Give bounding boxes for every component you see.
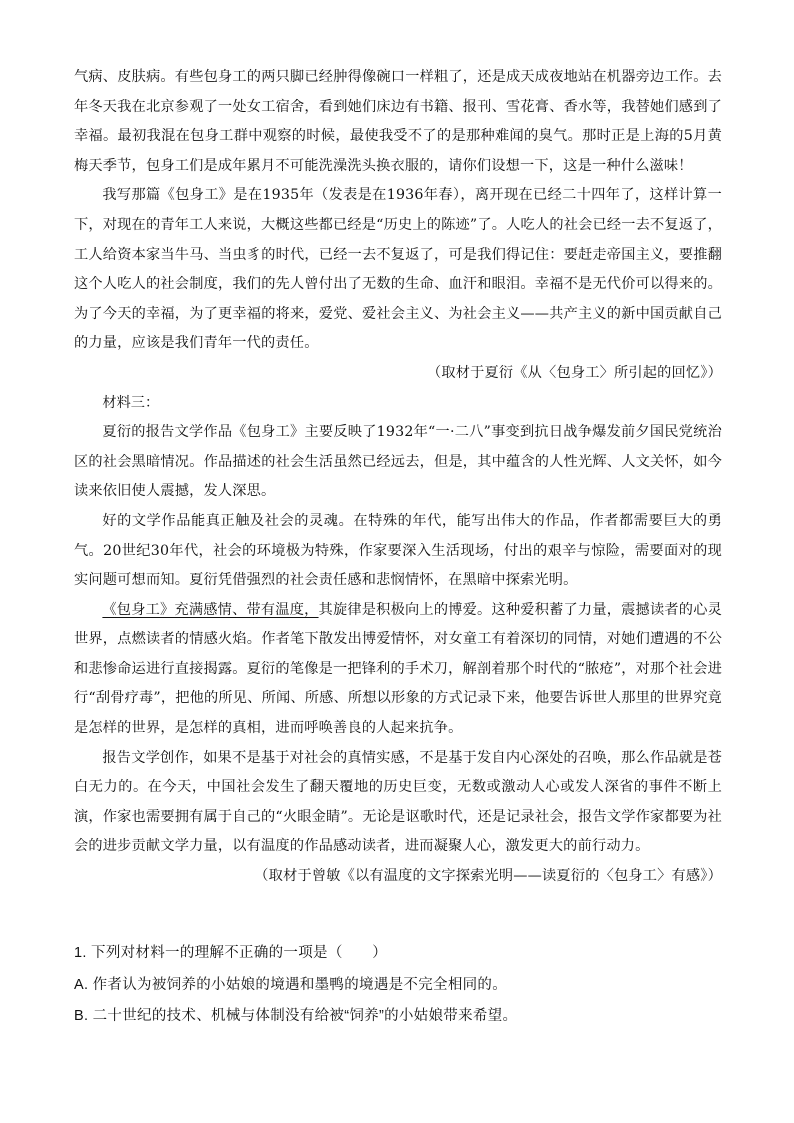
source-citation-material-2: （取材于夏衍《从〈包身工〉所引起的回忆》） xyxy=(426,364,722,381)
reading-material xyxy=(74,63,722,892)
paragraph-report-literature-creation: 报告文学创作，如果不是基于对社会的真情实感，不是基于发自内心深处的召唤，那么作品就是苍白无力的。在今天，中国社会发生了翻天覆地的历史巨变，无数或激动人心或发人深省的事件不断上演，作家也需要拥有属于自己的“火眼金睛”。无论是讴歌时代，还是记录社会，报告文学作家都要为社会的进步贡献文学力量，以有温度的作品感动读者，进而凝聚人心，激发更大的前行动力。 xyxy=(74,749,722,855)
paragraph-pressure-workers-conditions: 气病、皮肤病。有些包身工的两只脚已经肿得像碗口一样粗了，还是成天成夜地站在机器旁边工作。去年冬天我在北京参观了一处女工宿舍，看到她们床边有书籍、报刊、雪花膏、香水等，我替她们感到了幸福。最初我混在包身工群中观察的时候，最使我受不了的是那种难闻的臭气。那时正是上海的5月黄梅天季节，包身工们是成年累月不可能洗澡洗头换衣服的，请你们设想一下，这是一种什么滋味！ xyxy=(74,69,722,174)
paragraph-warmth-continuation: 其旋律是积极向上的博爱。这种爱积蓄了力量，震撼读者的心灵世界，点燃读者的情感火焰。作者笔下散发出博爱情怀，对女童工有着深切的同情，对她们遭遇的不公和悲惨命运进行直接揭露。夏衍的笔像是一把锋利的手术刀，解剖着那个时代的“脓疮”，对那个社会进行“刮骨疗毒”，把他的所见、所闻、所感、所想以形象的方式记录下来，他要告诉世人那里的世界究竟是怎样的世界，是怎样的真相，进而呼唤善良的人起来抗争。 xyxy=(74,601,722,737)
source-citation-material-3: （取材于曾敏《以有温度的文字探索光明——读夏衍的〈包身工〉有感》） xyxy=(254,868,722,885)
underlined-phrase: 《包身工》充满感情、带有温度， xyxy=(102,601,319,618)
paragraph-warmth-and-love xyxy=(74,596,722,744)
question-1-stem: 1. 下列对材料一的理解不正确的一项是（ ） xyxy=(74,945,388,961)
paragraph-good-literature: 好的文学作品能真正触及社会的灵魂。在特殊的年代，能写出伟大的作品，作者都需要巨大的勇气。20世纪30年代，社会的环境极为特殊，作家要深入生活现场，付出的艰辛与惊险，需要面对的现实问题可想而知。夏衍凭借强烈的社会责任感和悲悯情怀，在黑暗中探索光明。 xyxy=(74,512,722,589)
question-section xyxy=(74,938,734,1033)
paragraph-writing-baoshengong: 我写那篇《包身工》是在1935年（发表是在1936年春），离开现在已经二十四年了，这样计算一下，对现在的青年工人来说，大概这些都已经是“历史上的陈迹”了。人吃人的社会已经一去不复返了，工人给资本家当牛马、当虫豸的时代，已经一去不复返了，可是我们得记住：要赶走帝国主义，要推翻这个人吃人的社会制度，我们的先人曾付出了无数的生命、血汗和眼泪。幸福不是无代价可以得来的。为了今天的幸福，为了更幸福的将来，爱党、爱社会主义、为社会主义——共产主义的新中国贡献自己的力量，应该是我们青年一代的责任。 xyxy=(74,187,722,352)
option-a: A. 作者认为被饲养的小姑娘的境遇和墨鸭的境遇是不完全相同的。 xyxy=(74,976,508,993)
material-three-heading: 材料三： xyxy=(102,394,160,411)
option-b: B. 二十世纪的技术、机械与体制没有给被“饲养”的小姑娘带来希望。 xyxy=(74,1008,518,1024)
paragraph-xiayan-report: 夏衍的报告文学作品《包身工》主要反映了1932年“一·二八”事变到抗日战争爆发前夕国民党统治区的社会黑暗情况。作品描述的社会生活虽然已经远去，但是，其中蕴含的人性光辉、人文关怀，如今读来依旧使人震撼，发人深思。 xyxy=(74,424,722,500)
